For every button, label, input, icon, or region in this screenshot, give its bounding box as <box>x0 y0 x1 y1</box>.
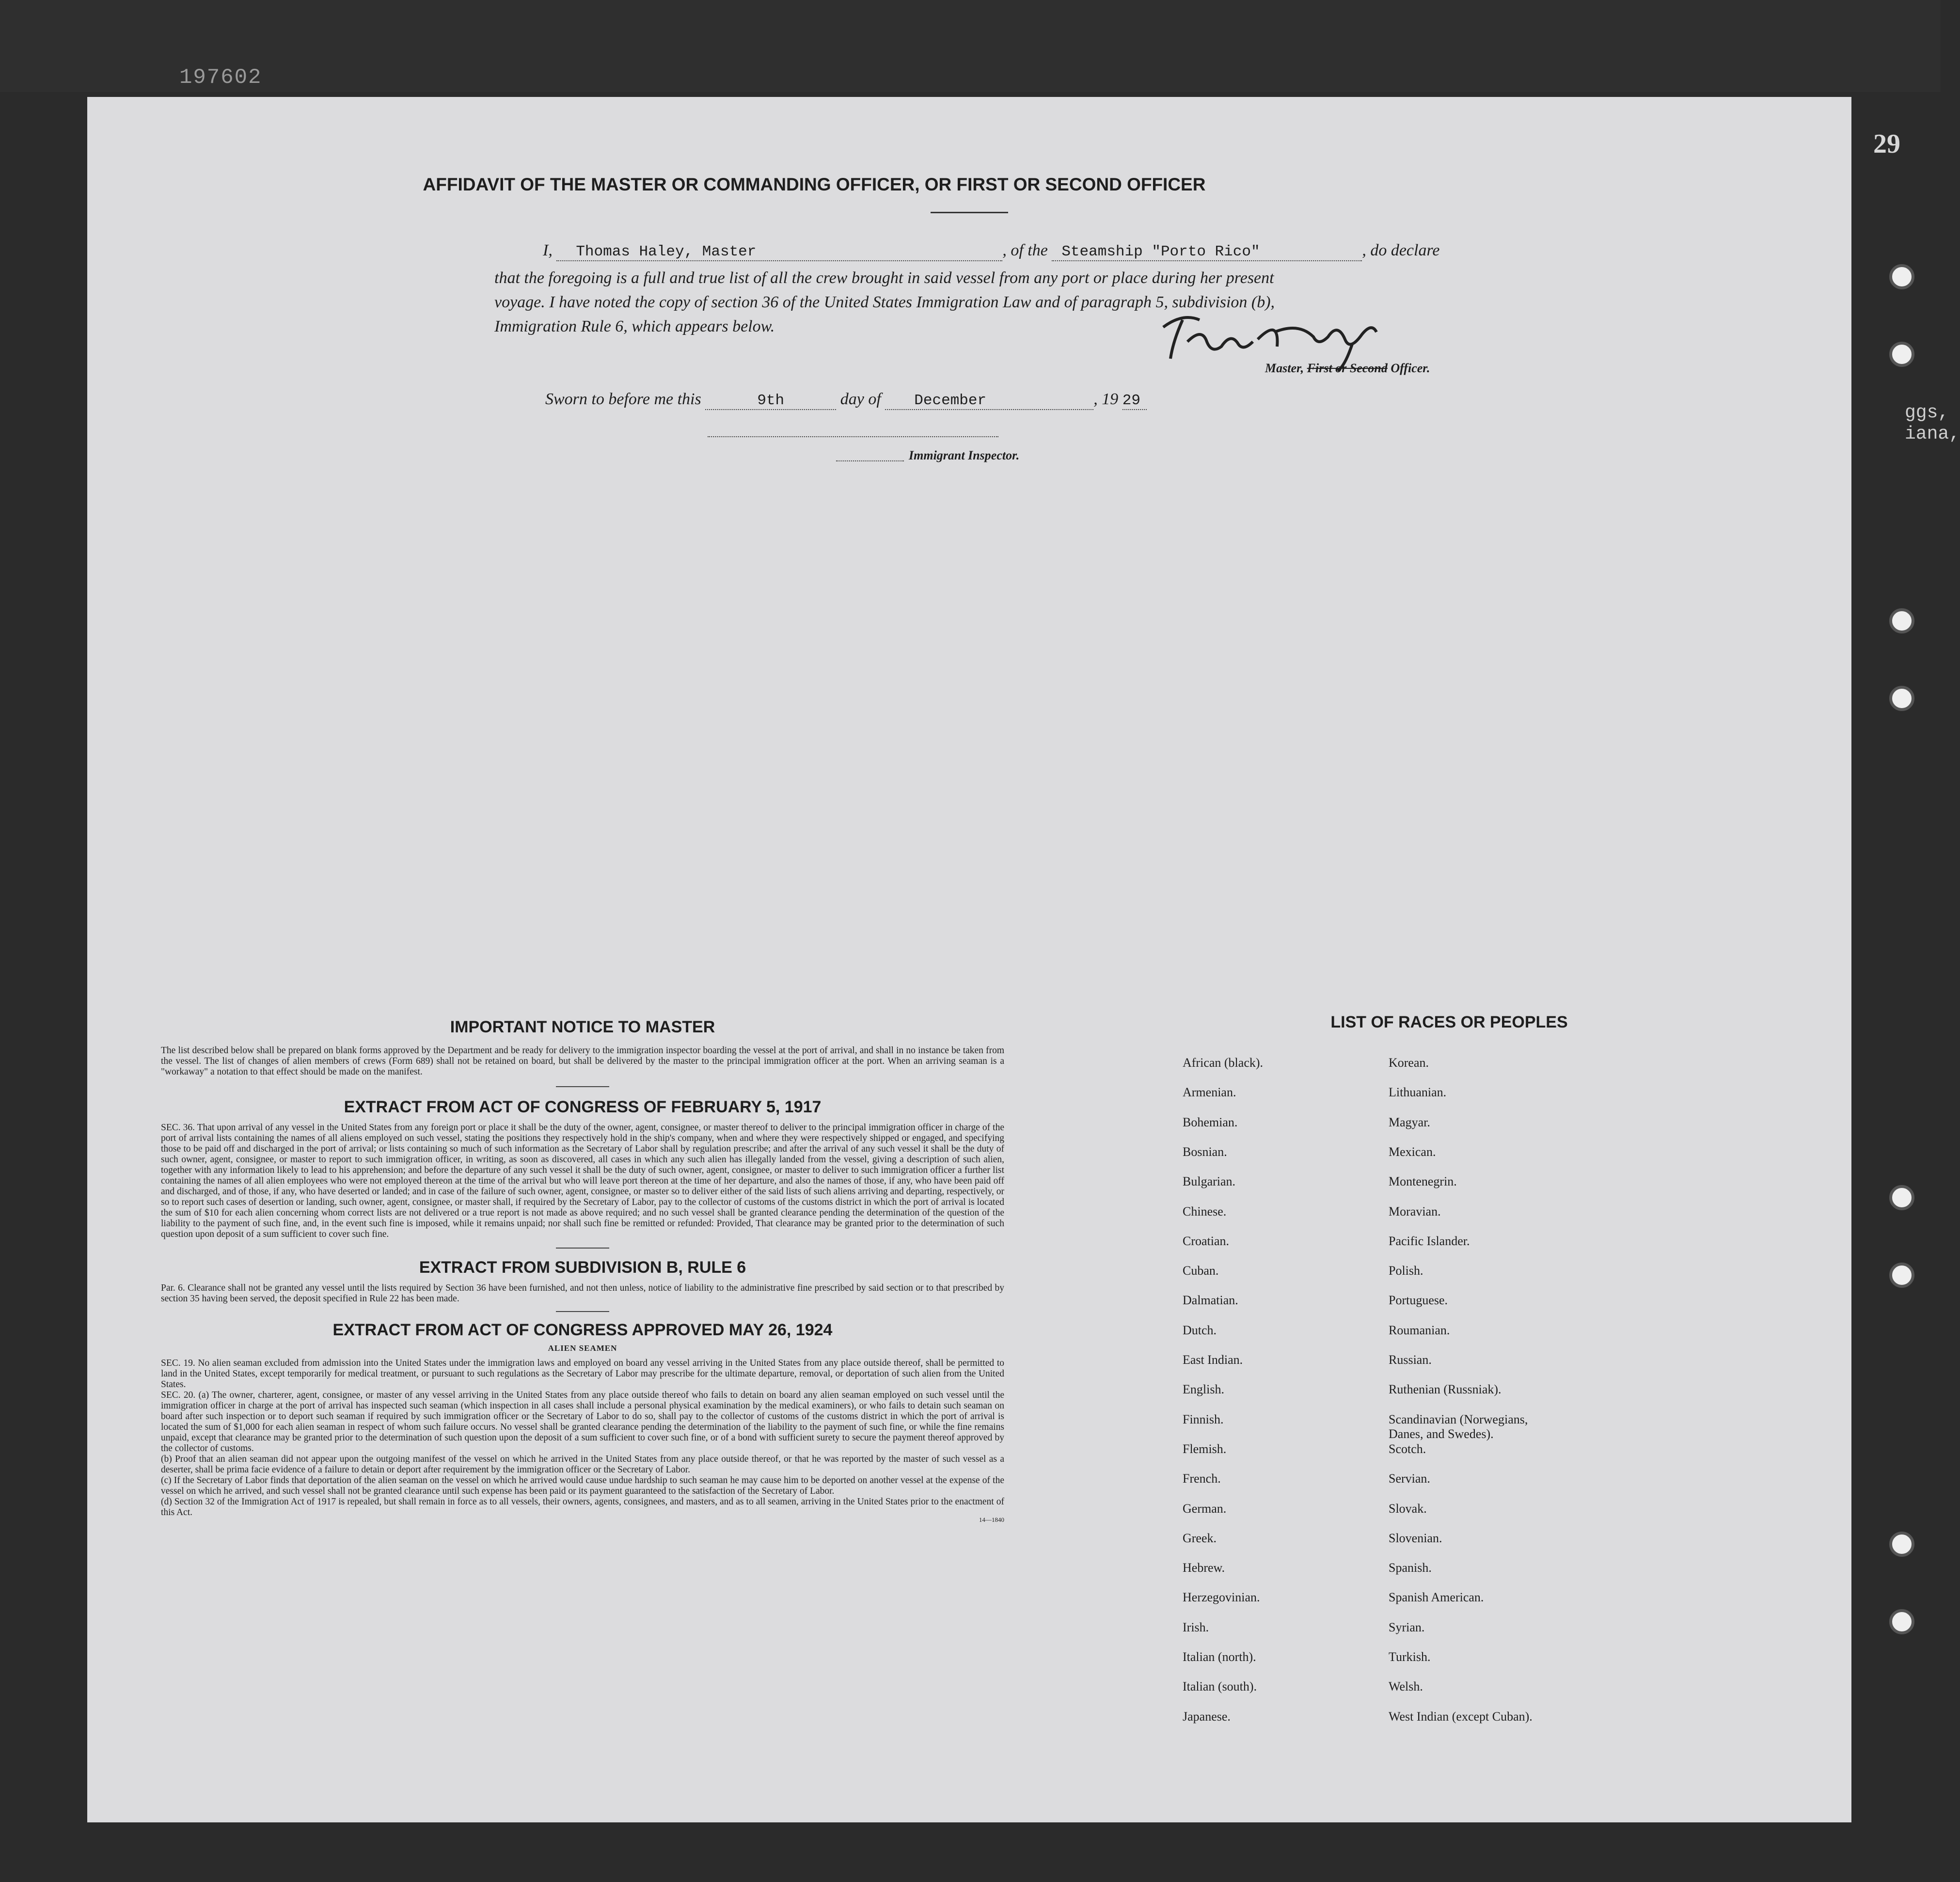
year-field: 29 <box>1122 392 1147 410</box>
inspector-label: Immigrant Inspector. <box>909 448 1020 462</box>
sec-20a-text: SEC. 20. (a) The owner, charterer, agent, consignee, or master of any vessel arriving in the United States from any place outside thereof who fails to detain on board any alien seaman employed on such vessel until the immigration officer in charge at the port of arrival has inspected such seaman (which inspection in all cases shall include a personal physical examination by the medical examiners), or who fails to detain such seaman on board after such inspection or to deport such seaman if required by such immigration officer or the Secretary of Labor to do so, shall pay to the collector of customs of the customs district in which the port of arrival is located the sum of $1,000 for each alien seaman in respect of whom such failure occurs. No vessel shall be granted clearance pending the determination of the liability to the payment of such fine, or while the fine remains unpaid, except that clearance may be granted prior to the determination of such question upon the deposit of a sum sufficient to cover such fine, or of a bond with sufficient surety to secure the payment thereof approved by the collector of customs. <box>161 1390 1004 1454</box>
race-item: Scotch. <box>1389 1441 1426 1456</box>
race-item: Slovenian. <box>1389 1531 1442 1545</box>
i-label: I, <box>543 241 553 259</box>
race-item: German. <box>1183 1501 1227 1516</box>
of-the-label: , of the <box>1002 241 1048 259</box>
inspector-signature-line <box>836 460 904 461</box>
races-title: LIST OF RACES OR PEOPLES <box>1330 1013 1568 1031</box>
race-item: Polish. <box>1389 1264 1423 1278</box>
reference-number: 197602 <box>179 65 262 90</box>
notice-section <box>161 1018 1004 1524</box>
inspector-signature-line <box>708 436 998 437</box>
sworn-line <box>545 390 1147 410</box>
affidavit-line-4: Immigration Rule 6, which appears below. <box>494 317 775 335</box>
year-prefix: , 19 <box>1093 390 1119 408</box>
vessel-name-field: Steamship "Porto Rico" <box>1052 243 1362 261</box>
sec-20c-text: (c) If the Secretary of Labor finds that deportation of the alien seaman on the vessel on which he arrived would cause undue hardship to such seaman he may cause him to be deported on another vessel at the expense of the vessel on which he arrived, and such vessel shall not be granted clearance until such expense has been paid or its payment guaranteed to the satisfaction of the Secretary of Labor. <box>161 1475 1004 1496</box>
race-item: Scandinavian (Norwegians, <box>1389 1412 1528 1426</box>
race-item: Japanese. <box>1183 1709 1231 1724</box>
race-item: Chinese. <box>1183 1204 1227 1218</box>
section-divider <box>556 1311 609 1312</box>
document-page <box>87 97 1851 1822</box>
race-item: Hebrew. <box>1183 1561 1225 1575</box>
race-item: Bulgarian. <box>1183 1174 1236 1189</box>
master-signature <box>1154 303 1386 371</box>
sec-20b-text: (b) Proof that an alien seaman did not appear upon the outgoing manifest of the vessel on which he arrived in the United States from any place outside thereof, or that he was reported by the master of such vessel as a deserter, shall be prima facie evidence of a failure to detain or deport after requirement by the immigration officer or the Secretary of Labor. <box>161 1454 1004 1475</box>
race-item: West Indian (except Cuban). <box>1389 1709 1533 1724</box>
punch-hole-icon <box>1889 1609 1914 1634</box>
race-item: Greek. <box>1183 1531 1217 1545</box>
race-item: Italian (north). <box>1183 1650 1256 1664</box>
race-item: East Indian. <box>1183 1353 1243 1367</box>
race-item: Turkish. <box>1389 1650 1431 1664</box>
scan-top-border <box>0 0 1941 92</box>
race-item: Irish. <box>1183 1620 1209 1634</box>
race-item: Servian. <box>1389 1471 1430 1486</box>
day-field: 9th <box>705 392 836 410</box>
race-item: Korean. <box>1389 1056 1429 1070</box>
sec-20d-text: (d) Section 32 of the Immigration Act of 1917 is repealed, but shall remain in force as to all vessels, their owners, agents, consignees, and masters, and as to all seamen, arriving in the United States prior to the enactment of this Act. <box>161 1497 1004 1518</box>
race-item: Dutch. <box>1183 1323 1217 1337</box>
affidavit-line-2: that the foregoing is a full and true list of all the crew brought in said vessel from any port or place during her present <box>494 269 1274 287</box>
section-divider <box>556 1086 609 1087</box>
punch-hole-icon <box>1889 608 1914 633</box>
section-divider <box>556 1248 609 1249</box>
day-of-label: day of <box>840 390 881 408</box>
form-number: 14—1840 <box>979 1516 1004 1523</box>
month-field: December <box>885 392 1093 410</box>
race-item: Mexican. <box>1389 1144 1436 1159</box>
punch-hole-icon <box>1889 1263 1914 1288</box>
race-item: Pacific Islander. <box>1389 1234 1470 1248</box>
race-item: French. <box>1183 1471 1221 1486</box>
affidavit-line-3: voyage. I have noted the copy of section 36 of the United States Immigration Law and of paragraph 5, subdivision (b), <box>494 293 1275 311</box>
caption-master: Master, <box>1265 361 1304 375</box>
race-item: Roumanian. <box>1389 1323 1450 1337</box>
race-item: Bohemian. <box>1183 1115 1238 1129</box>
punch-hole-icon <box>1889 1532 1914 1557</box>
race-item: Welsh. <box>1389 1679 1423 1694</box>
extract-rule6-title: EXTRACT FROM SUBDIVISION B, RULE 6 <box>419 1258 746 1277</box>
race-item: Danes, and Swedes). <box>1389 1426 1494 1441</box>
race-item: Magyar. <box>1389 1115 1430 1129</box>
race-item: Slovak. <box>1389 1501 1427 1516</box>
affidavit-title: AFFIDAVIT OF THE MASTER OR COMMANDING OFFICER, OR FIRST OR SECOND OFFICER <box>423 174 1206 194</box>
race-item: Syrian. <box>1389 1620 1425 1634</box>
extract-1917-body: SEC. 36. That upon arrival of any vessel in the United States from any foreign port or place it shall be the duty of the owner, agent, consignee, or master thereof to deliver to the principal immigration officer in charge of the port of arrival lists containing the names of all aliens employed on such vessel, stating the positions they respectively hold in the ship's company, when and where they were respectively shipped or engaged, and specifying those to be paid off and discharged in the port of arrival; or lists containing so much of such information as the Secretary of Labor shall by regulation prescribe; and after the arrival of any such vessel it shall be the duty of such owner, agent, consignee, or master to report to such immigration officer, in writing, as soon as discovered, all cases in which any such alien has illegally landed from the vessel, giving a description of such alien, together with any information likely to lead to his apprehension; and before the departure of any such vessel it shall be the duty of such owner, agent, consignee, or master to deliver to such immigration officer a further list containing the names of all alien employees who were not employed thereon at the time of the arrival but who will leave port thereon at the time of her departure, and also the names of those, if any, who have been paid off and discharged, and of those, if any, who have deserted or landed; and in case of the failure of such owner, agent, consignee, or master so to deliver either of the said lists of such aliens arriving and departing, respectively, or so to report such cases of desertion or landing, such owner, agent, consignee, or master shall, if required by the Secretary of Labor, pay to the collector of customs of the customs district in which the port of arrival is located the sum of $10 for each alien concerning whom correct lists are not delivered or a true report is not made as above required; and no such vessel shall be granted clearance pending the determination of the question of the liability to the payment of such fine, and, in the event such fine is imposed, while it remains unpaid; nor shall such fine be remitted or refunded: Provided, That clearance may be granted prior to the determination of such question upon deposit of a sum sufficient to cover such fine. <box>161 1123 1004 1239</box>
race-item: Moravian. <box>1389 1204 1441 1218</box>
binder-holes <box>1881 97 1939 1822</box>
race-item: Spanish. <box>1389 1561 1432 1575</box>
declare-label: , do declare <box>1362 241 1440 259</box>
alien-seamen-subtitle: ALIEN SEAMEN <box>548 1344 617 1353</box>
edge-text-line: iana, <box>1905 424 1960 444</box>
race-item: Herzegovinian. <box>1183 1590 1260 1605</box>
notice-body: The list described below shall be prepared on blank forms approved by the Department and be ready for delivery to the immigration inspector boarding the vessel at the port of arrival, and shall in no instance be taken from the vessel. The list of changes of alien members of crews (Form 689) shall not be retained on board, but shall be delivered by the master to the principal immigration officer at the port. When an arriving seaman is a "workaway" a notation to that effect should be made on the manifest. <box>161 1045 1004 1077</box>
race-item: Armenian. <box>1183 1085 1236 1100</box>
race-item: Lithuanian. <box>1389 1085 1447 1100</box>
edge-text-line: ggs, <box>1905 402 1949 423</box>
punch-hole-icon <box>1889 342 1914 367</box>
race-item: Bosnian. <box>1183 1144 1227 1159</box>
race-item: Cuban. <box>1183 1264 1219 1278</box>
race-item: Russian. <box>1389 1353 1432 1367</box>
race-item: African (black). <box>1183 1056 1264 1070</box>
punch-hole-icon <box>1889 1185 1914 1210</box>
race-item: Ruthenian (Russniak). <box>1389 1382 1502 1397</box>
race-item: Montenegrin. <box>1389 1174 1457 1189</box>
race-item: Italian (south). <box>1183 1679 1257 1694</box>
punch-hole-icon <box>1889 686 1914 711</box>
caption-officer: Officer. <box>1391 361 1430 375</box>
race-item: Dalmatian. <box>1183 1293 1238 1308</box>
caption-struck-text: First or Second <box>1307 361 1388 375</box>
race-item: Croatian. <box>1183 1234 1230 1248</box>
race-item: Spanish American. <box>1389 1590 1484 1605</box>
extract-1924-title: EXTRACT FROM ACT OF CONGRESS APPROVED MAY 26, 1924 <box>332 1321 833 1339</box>
race-item: Portuguese. <box>1389 1293 1448 1308</box>
affidavit-line-1 <box>543 241 1440 261</box>
sworn-label: Sworn to before me this <box>545 390 701 408</box>
signature-caption <box>1265 361 1430 376</box>
punch-hole-icon <box>1889 264 1914 289</box>
sec-19-text: SEC. 19. No alien seaman excluded from admission into the United States under the immigration laws and employed on board any vessel arriving in the United States from any place outside thereof, shall be permitted to land in the United States, except temporarily for medical treatment, or pursuant to such regulations as the Secretary of Labor may prescribe for the ultimate departure, removal, or deportation of such alien from the United States. <box>161 1358 1004 1390</box>
race-item: Flemish. <box>1183 1441 1227 1456</box>
notice-title: IMPORTANT NOTICE TO MASTER <box>450 1018 715 1036</box>
extract-rule6-body: Par. 6. Clearance shall not be granted any vessel until the lists required by Section 36 have been furnished, and not then unless, notice of liability to the administrative fine prescribed by said section or to that prescribed by section 35 having been served, the deposit specified in Rule 22 has been made. <box>161 1283 1004 1304</box>
title-divider <box>931 212 1008 213</box>
master-name-field: Thomas Haley, Master <box>556 243 1002 261</box>
race-item: Finnish. <box>1183 1412 1224 1426</box>
page-number: 29 <box>1873 129 1900 159</box>
extract-1917-title: EXTRACT FROM ACT OF CONGRESS OF FEBRUARY 5, 1917 <box>344 1098 822 1116</box>
race-item: English. <box>1183 1382 1224 1397</box>
